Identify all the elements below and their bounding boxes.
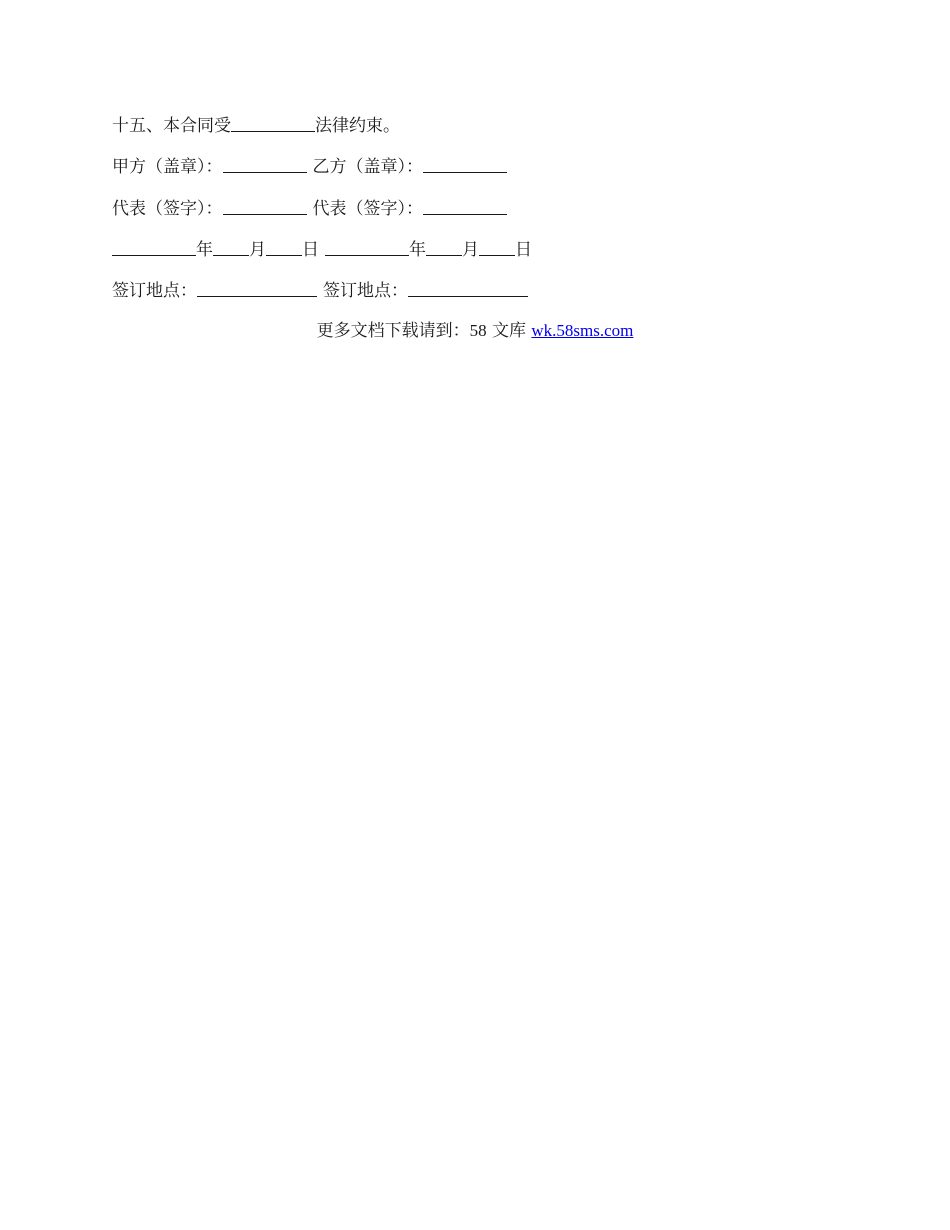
date-a-month-blank[interactable] <box>213 237 249 256</box>
party-a-seal-blank[interactable] <box>223 154 307 173</box>
place-a-blank[interactable] <box>197 278 317 297</box>
month-label: 月 <box>249 240 266 260</box>
date-b-year-blank[interactable] <box>325 237 409 256</box>
party-b-seal-blank[interactable] <box>423 154 507 173</box>
party-seal-line <box>112 153 507 179</box>
governing-law-blank[interactable] <box>231 113 315 132</box>
rep-b-signature-blank[interactable] <box>423 196 507 215</box>
clause-prefix: 十五、本合同受 <box>112 116 231 136</box>
date-line <box>112 236 532 262</box>
place-b-blank[interactable] <box>408 278 528 297</box>
representative-line <box>112 195 507 221</box>
date-a-day-blank[interactable] <box>266 237 302 256</box>
year-label: 年 <box>409 240 426 260</box>
footer-library: 文库 <box>486 321 532 341</box>
clause-suffix: 法律约束。 <box>315 116 400 136</box>
footer-text: 更多文档下载请到： <box>316 321 470 341</box>
rep-a-signature-blank[interactable] <box>223 196 307 215</box>
signing-place-line <box>112 277 528 303</box>
date-b-day-blank[interactable] <box>479 237 515 256</box>
footer-number: 58 <box>469 321 487 340</box>
rep-a-label: 代表（签字）： <box>112 199 223 219</box>
download-footer <box>0 319 950 343</box>
day-label: 日 <box>515 240 532 260</box>
party-a-seal-label: 甲方（盖章）： <box>112 157 223 177</box>
year-label: 年 <box>196 240 213 260</box>
footer-link[interactable]: wk.58sms.com <box>531 321 634 340</box>
place-a-label: 签订地点： <box>112 281 197 301</box>
date-b-month-blank[interactable] <box>426 237 462 256</box>
clause-15-line <box>112 112 400 138</box>
place-b-label: 签订地点： <box>323 281 408 301</box>
date-a-year-blank[interactable] <box>112 237 196 256</box>
party-b-seal-label: 乙方（盖章）： <box>312 157 423 177</box>
month-label: 月 <box>462 240 479 260</box>
rep-b-label: 代表（签字）： <box>312 199 423 219</box>
day-label: 日 <box>302 240 319 260</box>
